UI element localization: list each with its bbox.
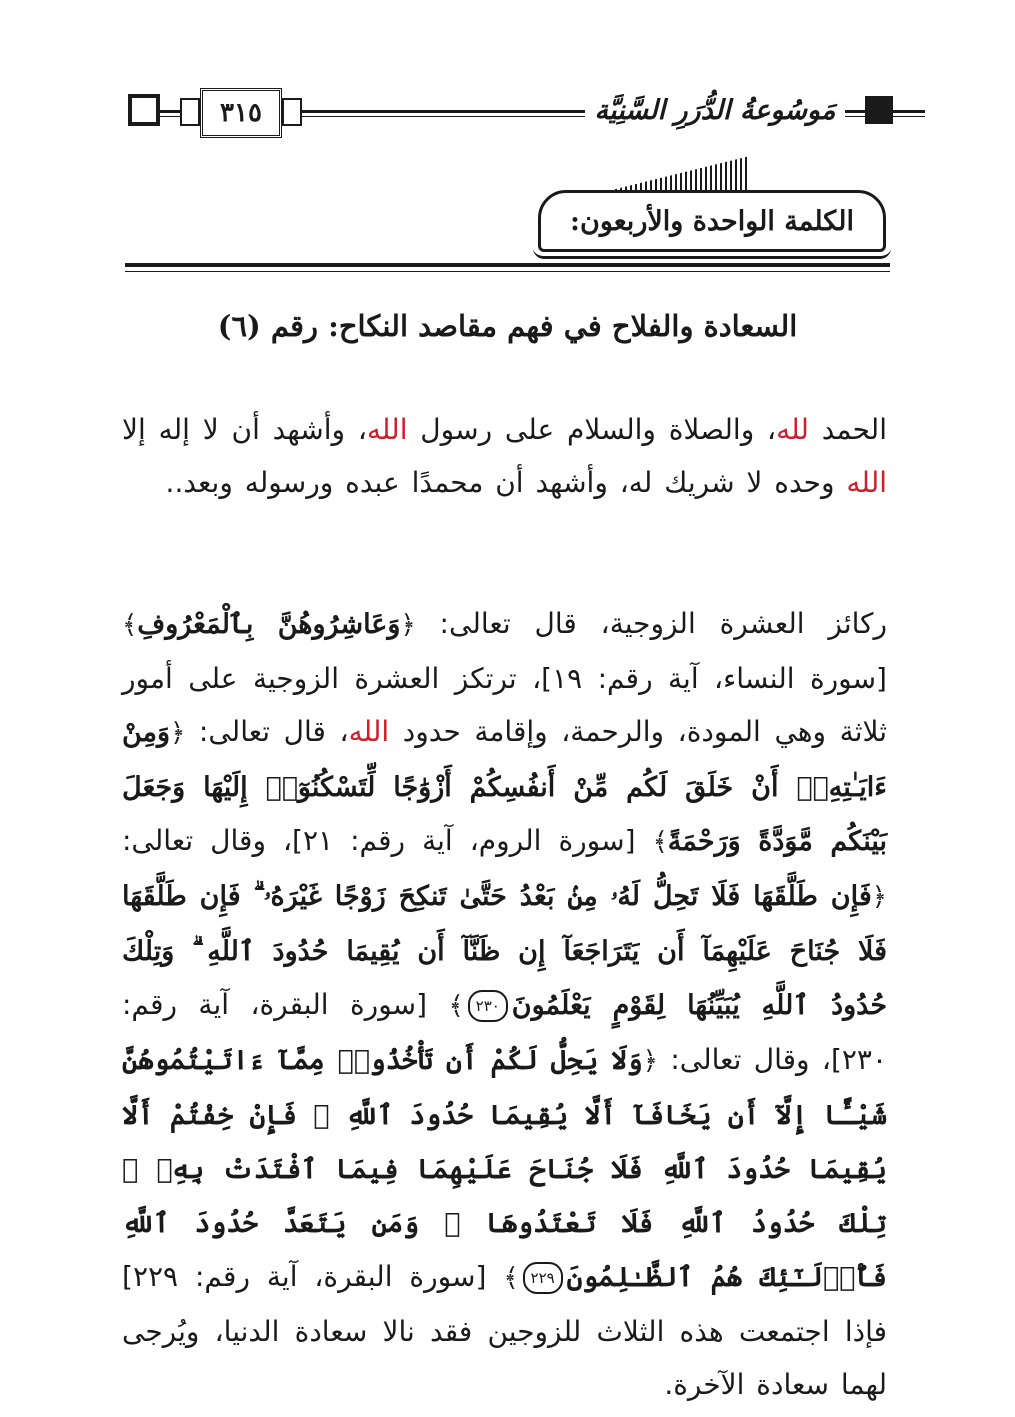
- series-title: مَوسُوعةُ الدُّرَرِ السَّنِيَّة: [594, 94, 836, 126]
- paragraph-intro: [122, 403, 887, 509]
- page-number-frame: [200, 88, 282, 138]
- quran-close-bracket: ﴾: [122, 610, 138, 640]
- lesson-title: السعادة والفلاح في فهم مقاصد النكاح: رقم (٦): [217, 309, 798, 343]
- series-title-frame: [585, 84, 845, 136]
- quran-close-bracket: ﴾: [503, 1263, 519, 1293]
- quran-open-bracket: ﴿: [400, 610, 416, 640]
- divine-name: الله: [348, 715, 390, 748]
- quran-open-bracket: ﴿: [170, 718, 186, 748]
- knot-ornament-icon: [282, 98, 302, 126]
- text-run: ركائز العشرة الزوجية، قال تعالى:: [415, 607, 888, 640]
- quran-close-bracket: ﴾: [652, 827, 668, 857]
- page-number: ٣١٥: [220, 98, 262, 128]
- quran-verse: وَلَا يَحِلُّ لَكُمْ أَن تَأْخُذُوا۟ مِمَّآ ءَاتَيْتُمُوهُنَّ شَيْـًٔا إِلَّآ أَن يَخَافَآ أَلَّا يُقِيمَا حُدُودَ ٱللَّهِ ۖ فَإِنْ خِفْتُمْ أَلَّا يُقِيمَا حُدُودَ ٱللَّهِ فَلَا جُنَاحَ عَلَيْهِمَا فِيمَا ٱفْتَدَتْ بِهِۦ ۗ تِلْكَ حُدُودُ ٱللَّهِ فَلَا تَعْتَدُوهَا ۚ وَمَن يَتَعَدَّ حُدُودَ ٱللَّهِ فَأُو۟لَـٰٓئِكَ هُمُ ٱلظَّـٰلِمُونَ: [122, 1045, 887, 1293]
- text-run: [سورة البقرة، آية رقم: ٢٣٠]، وقال تعالى:: [122, 988, 887, 1076]
- quran-verse: وَعَاشِرُوهُنَّ بِٱلْمَعْرُوفِ: [137, 609, 401, 640]
- quran-verse: فَإِن طَلَّقَهَا فَلَا تَحِلُّ لَهُۥ مِنۢ بَعْدُ حَتَّىٰ تَنكِحَ زَوْجًا غَيْرَهُۥ ۗ فَإِن طَلَّقَهَا فَلَا جُنَاحَ عَلَيْهِمَآ أَن يَتَرَاجَعَآ إِن ظَنَّآ أَن يُقِيمَا حُدُودَ ٱللَّهِ ۗ وَتِلْكَ حُدُودُ ٱللَّهِ يُبَيِّنُهَا لِقَوْمٍ يَعْلَمُونَ: [122, 881, 888, 1021]
- text-run: الحمد: [808, 413, 887, 446]
- quran-open-bracket: ﴿: [871, 882, 887, 912]
- divine-name: الله: [366, 413, 408, 446]
- text-run: ، وأشهد أن لا إله إلا: [122, 413, 367, 446]
- section-divider-thin: [125, 271, 890, 272]
- quran-close-bracket: ﴾: [448, 991, 464, 1021]
- ayah-number-marker: ٢٣٠: [468, 990, 508, 1022]
- knot-ornament-icon: [180, 98, 200, 126]
- hollow-square-ornament-icon: [128, 94, 160, 126]
- quran-open-bracket: ﴿: [642, 1046, 658, 1076]
- solid-square-ornament-icon: [865, 96, 893, 124]
- section-divider: [125, 263, 890, 267]
- quran-verse: وَمِنْ ءَايَـٰتِهِۦٓ أَنْ خَلَقَ لَكُم مِّنْ أَنفُسِكُمْ أَزْوَٰجًا لِّتَسْكُنُوٓا۟ إِلَيْهَا وَجَعَلَ بَيْنَكُم مَّوَدَّةً وَرَحْمَةً: [122, 717, 888, 857]
- ayah-number-marker: ٢٢٩: [523, 1262, 563, 1294]
- section-box: [538, 190, 886, 252]
- section-title: الكلمة الواحدة والأربعون:: [570, 205, 854, 237]
- text-run: [سورة الروم، آية رقم: ٢١]، وقال تعالى:: [122, 824, 653, 857]
- text-run: وحده لا شريك له، وأشهد أن محمدًا عبده ورسوله وبعد..: [165, 466, 847, 499]
- text-run: ، قال تعالى:: [185, 715, 349, 748]
- text-run: [سورة النساء، آية رقم: ١٩]، ترتكز العشرة الزوجية على أمور ثلاثة وهي المودة، والرحمة، وإقامة حدود: [122, 662, 887, 748]
- text-run: [سورة البقرة، آية رقم: ٢٢٩] فإذا اجتمعت هذه الثلاث للزوجين فقد نالا سعادة الدنيا، ويُرجى لهما سعادة الآخرة.: [122, 1260, 887, 1401]
- text-run: ، والصلاة والسلام على رسول: [407, 413, 777, 446]
- divine-name: لله: [776, 413, 809, 446]
- divine-name: الله: [846, 466, 887, 499]
- paragraph-main: [122, 597, 887, 1411]
